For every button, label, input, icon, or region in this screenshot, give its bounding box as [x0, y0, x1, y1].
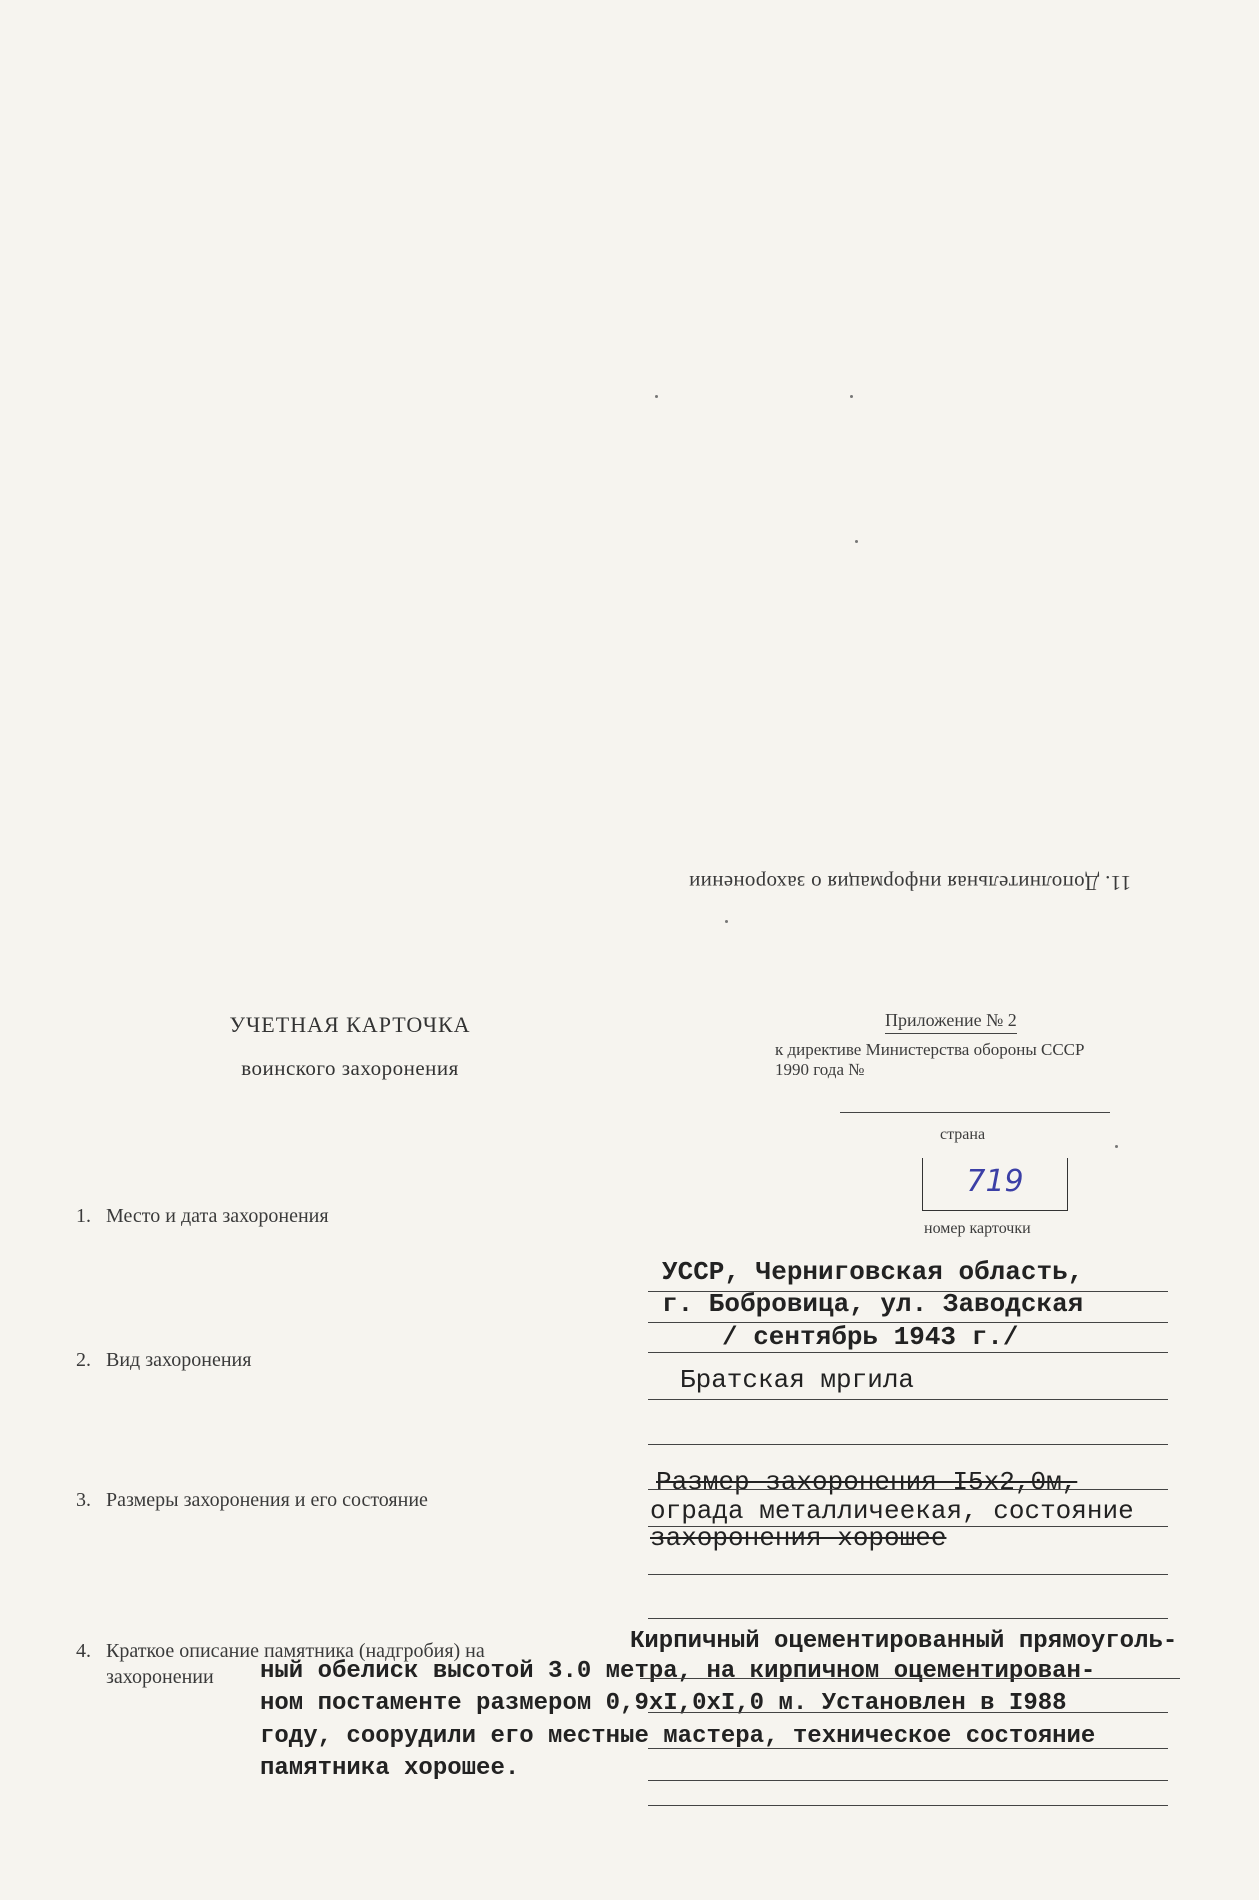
- field-3-value-line: ограда металличеекая, состояние: [650, 1496, 1134, 1526]
- paper-speck: [850, 395, 853, 398]
- field-4-value-line: Кирпичный оцементированный прямоуголь-: [630, 1628, 1178, 1655]
- card-number-value: 719: [966, 1164, 1024, 1199]
- field-4-value-line: ном постаменте размером 0,9xI,0xI,0 м. Установлен в I988: [260, 1690, 1067, 1717]
- field-1-label: [76, 1203, 329, 1229]
- field-2-value-line: Братская мргила: [680, 1365, 915, 1395]
- paper-speck: [725, 920, 728, 923]
- field-4-value-line: году, соорудили его местные мастера, техническое состояние: [260, 1723, 1096, 1750]
- field-rule: [640, 1678, 1180, 1679]
- field-label-text: Размеры захоронения и его состояние: [106, 1489, 428, 1511]
- field-4-value-line: ный обелиск высотой 3.0 метра, на кирпичном оцементирован-: [260, 1658, 1096, 1685]
- field-1-value-line: УССР, Черниговская область,: [662, 1257, 1084, 1287]
- field-number: 1.: [76, 1205, 91, 1227]
- field-4-value-line: памятника хорошее.: [260, 1755, 520, 1782]
- field-rule: [648, 1712, 1168, 1713]
- additional-info-heading-upside-down: 11. Дополнительная информация о захоронении: [688, 871, 1132, 895]
- field-rule: [648, 1780, 1168, 1781]
- card-subtitle: воинского захоронения: [241, 1056, 459, 1080]
- paper-speck: [855, 540, 858, 543]
- card-number-box: [922, 1158, 1068, 1211]
- paper-speck: [1115, 1145, 1118, 1148]
- card-number-label: номер карточки: [924, 1220, 1031, 1237]
- field-rule: [648, 1618, 1168, 1619]
- field-label-text: Краткое описание памятника (надгробия) на: [106, 1640, 485, 1662]
- field-rule: [648, 1399, 1168, 1400]
- field-1-value-line: / сентябрь 1943 г./: [722, 1322, 1019, 1352]
- appendix-year: 1990 года №: [775, 1060, 865, 1079]
- field-4-label-continuation: захоронении: [106, 1666, 214, 1688]
- field-3-value-line: захоронения хорошее: [650, 1523, 947, 1553]
- field-rule: [648, 1574, 1168, 1575]
- field-3-label: [76, 1487, 428, 1513]
- appendix-label: Приложение № 2: [885, 1010, 1017, 1034]
- paper-speck: [655, 395, 658, 398]
- field-label-text: Вид захоронения: [106, 1349, 252, 1371]
- field-2-label: [76, 1347, 251, 1373]
- field-rule: [648, 1352, 1168, 1353]
- field-rule: [648, 1489, 1168, 1490]
- field-rule: [648, 1748, 1168, 1749]
- field-number: 3.: [76, 1489, 91, 1511]
- field-3-value-line: Размер захоронения I5x2,0м,: [656, 1467, 1078, 1497]
- card-title-block: [200, 1012, 500, 1081]
- card-title: УЧЕТНАЯ КАРТОЧКА: [229, 1012, 471, 1037]
- country-label: страна: [940, 1126, 986, 1143]
- field-rule: [648, 1444, 1168, 1445]
- field-label-text: Место и дата захоронения: [106, 1205, 329, 1227]
- field-1-value-line: г. Бобровица, ул. Заводская: [662, 1289, 1084, 1319]
- field-number: 2.: [76, 1349, 91, 1371]
- appendix-block: [775, 1010, 1155, 1080]
- field-rule: [648, 1805, 1168, 1806]
- appendix-directive: к директиве Министерства обороны СССР: [775, 1040, 1085, 1059]
- field-number: 4.: [76, 1640, 91, 1662]
- country-field-line: [840, 1112, 1110, 1113]
